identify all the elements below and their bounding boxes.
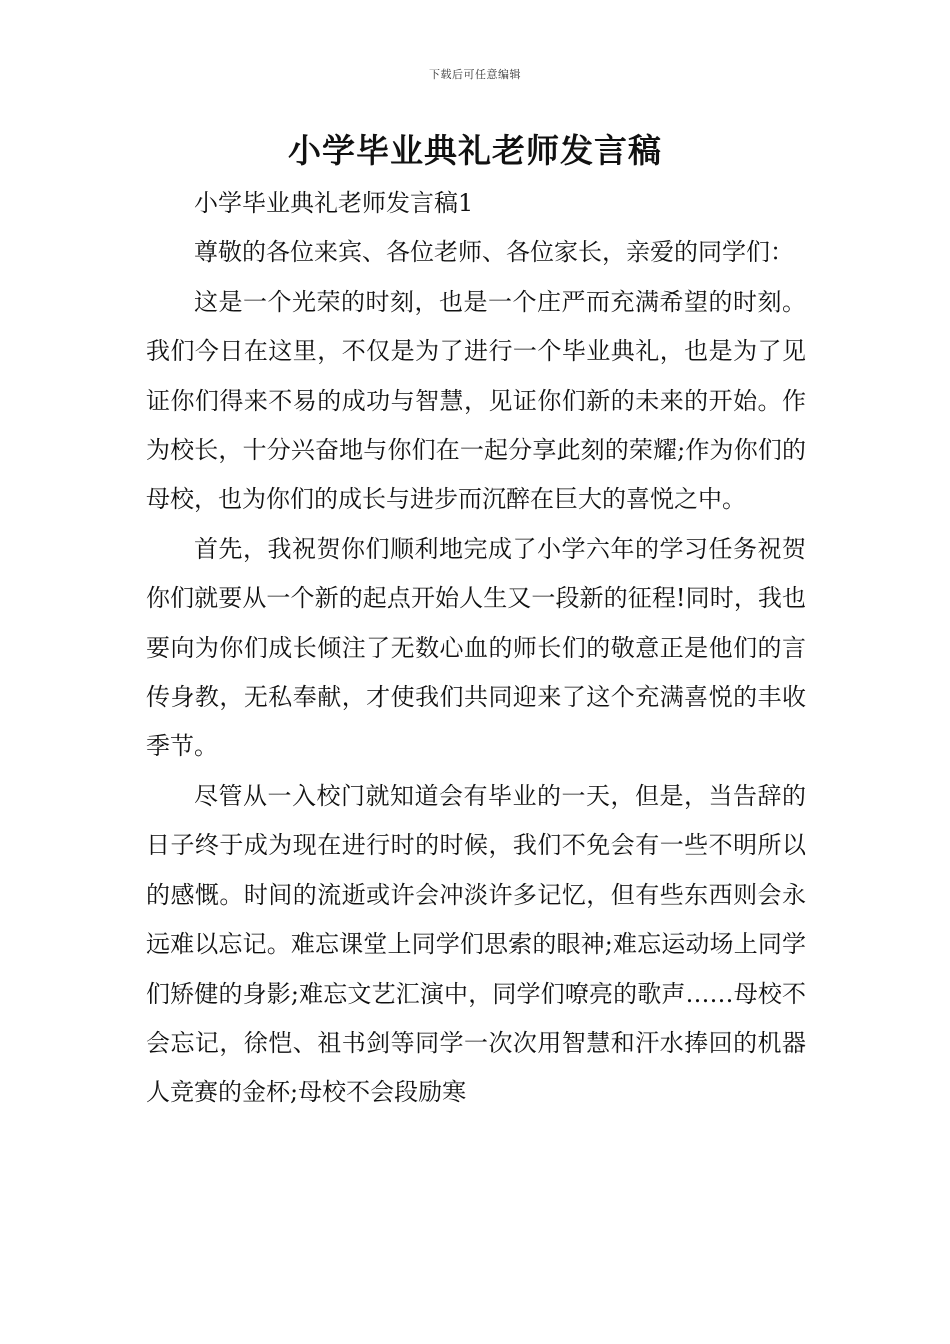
- paragraph-1: 这是一个光荣的时刻，也是一个庄严而充满希望的时刻。我们今日在这里，不仅是为了进行一个毕业典礼，也是为了见证你们得来不易的成功与智慧，见证你们新的未来的开始。作为校长，十分兴奋地与你们在一起分享此刻的荣耀;作为你们的母校，也为你们的成长与进步而沉醉在巨大的喜悦之中。: [146, 287, 806, 514]
- paragraph-salutation: 尊敬的各位来宾、各位老师、各位家长，亲爱的同学们：: [194, 238, 794, 267]
- document-body: [146, 179, 806, 1118]
- paragraph-subtitle: 小学毕业典礼老师发言稿1: [194, 189, 474, 217]
- paragraph-3: 尽管从一入校门就知道会有毕业的一天，但是，当告辞的日子终于成为现在进行时的时候，我们不免会有一些不明所以的感慨。时间的流逝或许会冲淡许多记忆，但有些东西则会永远难以忘记。难忘课堂上同学们思索的眼神;难忘运动场上同学们矫健的身影;难忘文艺汇演中，同学们嘹亮的歌声……母校不会忘记，徐恺、祖书剑等同学一次次用智慧和汗水捧回的机器人竞赛的金杯;母校不会段励寒: [146, 781, 806, 1107]
- paragraph-2: 首先，我祝贺你们顺利地完成了小学六年的学习任务祝贺你们就要从一个新的起点开始人生又一段新的征程!同时，我也要向为你们成长倾注了无数心血的师长们的敬意正是他们的言传身教，无私奉献，才使我们共同迎来了这个充满喜悦的丰收季节。: [146, 534, 806, 761]
- page-header-note: 下载后可任意编辑: [429, 68, 521, 81]
- document-title: 小学毕业典礼老师发言稿: [288, 131, 662, 170]
